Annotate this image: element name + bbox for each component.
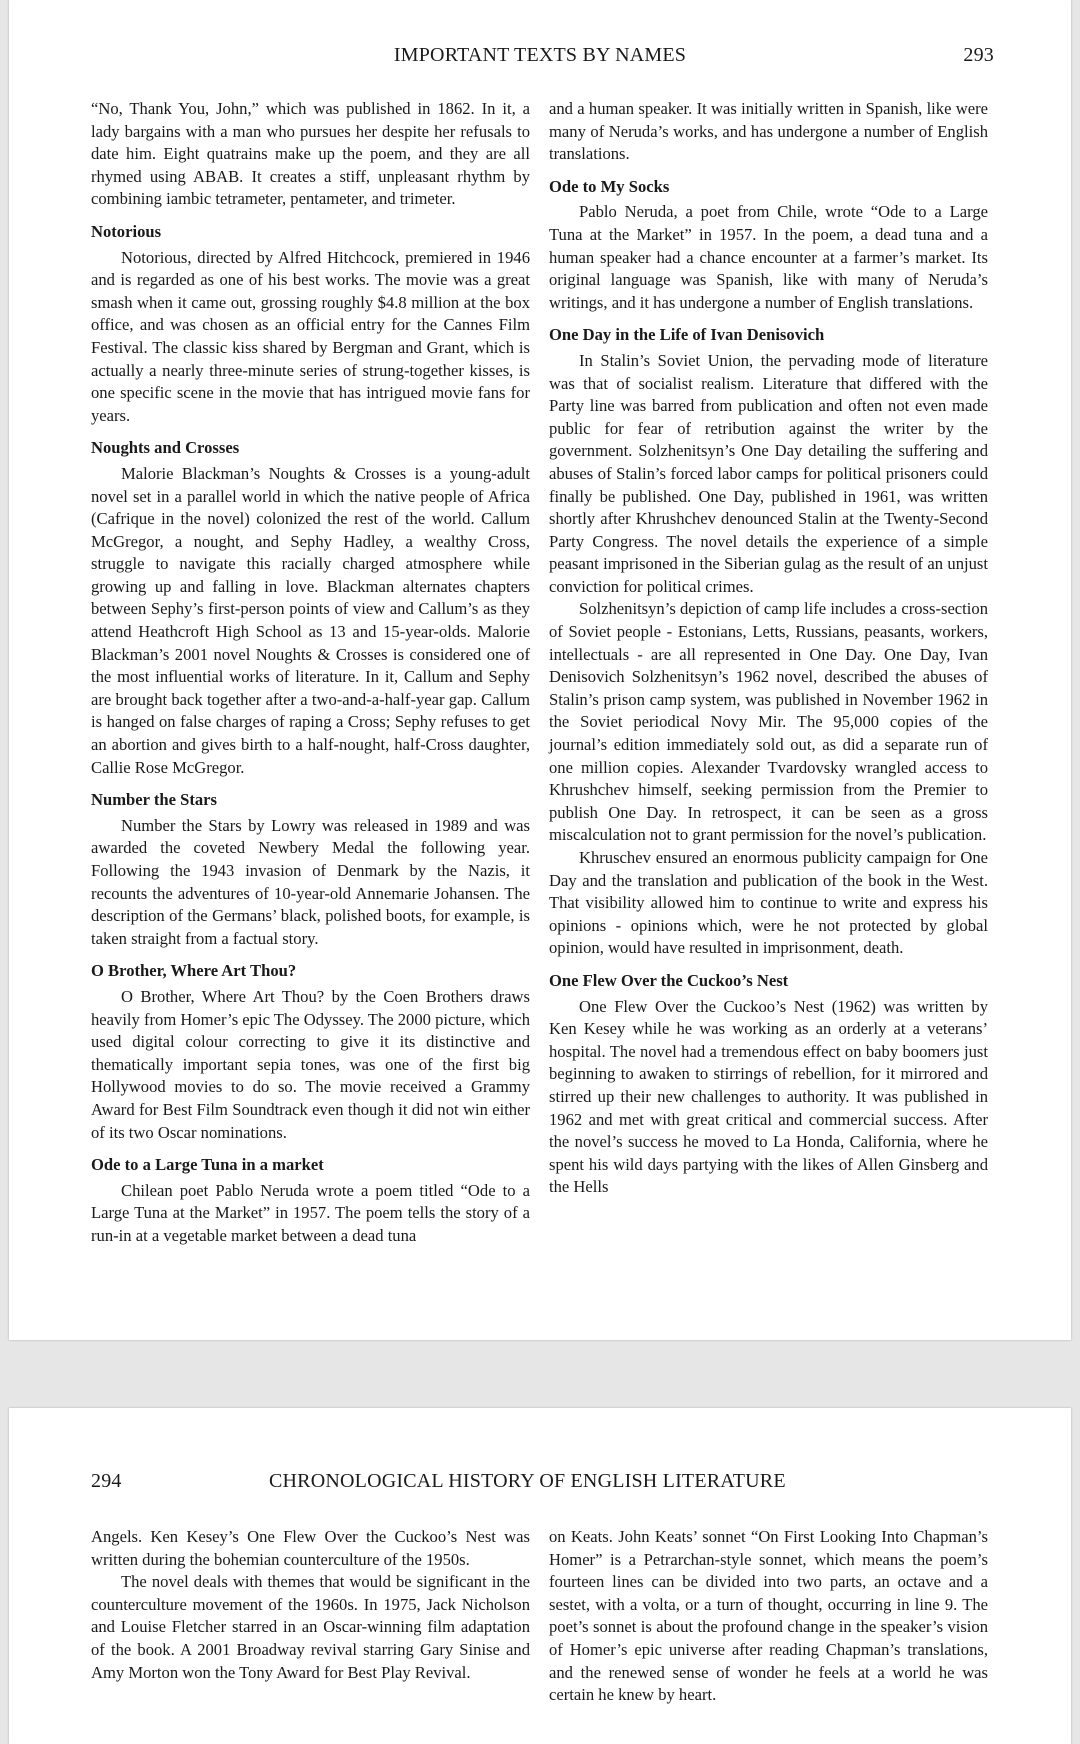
paragraph: Malorie Blackman’s Noughts & Crosses is a young-adult novel set in a parallel world in which the native people of Africa (Cafrique in the novel) colonized the rest of the world. Callum McGregor, a nought, and Sephy Hadley, a wealthy Cross, struggle to navigate this racially charged atmosphere while growing up and falling in love. Blackman alternates chapters between Sephy’s first-person points of view and Callum’s as they attend Heathcroft High School as 13 and 15-year-olds. Malorie Blackman’s 2001 novel Noughts & Crosses is considered one of the most influential works of literature. In it, Callum and Sephy are brought back together after a two-and-a-half-year gap. Callum is hanged on false charges of raping a Cross; Sephy refuses to get an abortion and gives birth to a half-nought, half-Cross daughter, Callie Rose McGregor.	[91, 463, 530, 777]
section-heading: Ode to My Socks	[549, 176, 670, 196]
paragraph: O Brother, Where Art Thou? by the Coen Brothers draws heavily from Homer’s epic The Odyssey. The 2000 picture, which used digital colour correcting to give it its distinctive and thematically important sepia tones, was one of the first big Hollywood movies to do so. The movie received a Grammy Award for Best Film Soundtrack even though it did not win either of its two Oscar nominations.	[91, 986, 531, 1142]
running-head: IMPORTANT TEXTS BY NAMES	[393, 44, 687, 66]
paragraph: The novel deals with themes that would be significant in the counterculture movement of the 1960s. In 1975, Jack Nicholson and Louise Fletcher starred in an Oscar-winning film adaptation of the book. A 2001 Broadway revival starring Gary Sinise and Amy Morton won the Tony Award for Best Play Revival.	[91, 1572, 530, 1682]
paragraph: on Keats. John Keats’ sonnet “On First Looking Into Chapman’s Homer” is a Petrarchan-style sonnet, which means the poem’s fourteen lines can be divided into two parts, an octave and a sestet, with a volta, or a turn of thought, occurring in line 9. The poet’s sonnet is about the profound change in the speaker’s vision of Homer’s epic universe after reading Chapman’s translations, and the renewed sense of wonder he feels at a world he was certain he knew by heart.	[549, 1527, 988, 1705]
page-number: 293	[963, 44, 994, 66]
section-heading: Notorious	[91, 221, 162, 241]
section-heading: O Brother, Where Art Thou?	[91, 961, 297, 981]
left-column	[91, 1526, 530, 1684]
paragraph: Khruschev ensured an enormous publicity campaign for One Day and the translation and publication of the book in the West. That visibility allowed him to continue to write and express his opinions - opinions which, were he not protected by global opinion, would have resulted in imprisonment, death.	[549, 848, 988, 958]
paragraph: “No, Thank You, John,” which was published in 1862. In it, a lady bargains with a man who pursues her despite her refusals to date him. Eight quatrains make up the poem, and they are all rhymed using ABAB. It creates a stiff, unpleasant rhythm by combining iambic tetrameter, pentameter, and trimeter.	[91, 99, 530, 209]
paragraph: In Stalin’s Soviet Union, the pervading mode of literature was that of socialist realism. Literature that differed with the Party line was barred from publication and often not even made public for fear of retribution against the writer by the government. Solzhenitsyn’s One Day detailing the suffering and abuses of Stalin’s forced labor camps for political prisoners could finally be published. One Day, published in 1961, was written shortly after Khrushchev denounced Stalin at the Twenty-Second Party Congress. The novel details the experience of a simple peasant imprisoned in the Siberian gulag as the result of an unjust conviction for political crimes.	[549, 350, 988, 596]
right-column	[549, 98, 988, 1199]
section-heading: One Flew Over the Cuckoo’s Nest	[549, 970, 789, 990]
paragraph: and a human speaker. It was initially written in Spanish, like were many of Neruda’s works, and has undergone a number of English translations.	[549, 99, 988, 164]
running-head: CHRONOLOGICAL HISTORY OF ENGLISH LITERATURE	[269, 1470, 786, 1492]
page-header	[9, 44, 1071, 70]
paragraph: Number the Stars by Lowry was released in 1989 and was awarded the coveted Newbery Medal the following year. Following the 1943 invasion of Denmark by the Nazis, it recounts the adventures of 10-year-old Annemarie Johansen. The description of the Germans’ black, polished boots, for example, is taken straight from a factual story.	[91, 815, 530, 948]
page-header	[9, 1470, 1071, 1496]
right-column	[549, 1526, 988, 1707]
section-heading: Ode to a Large Tuna in a market	[91, 1155, 324, 1175]
paragraph: Notorious, directed by Alfred Hitchcock, premiered in 1946 and is regarded as one of his best works. The movie was a great smash when it came out, grossing roughly $4.8 million at the box office, and was chosen as an official entry for the Cannes Film Festival. The classic kiss shared by Bergman and Grant, which is actually a nearly three-minute series of strung-together kisses, is one specific scene in the movie that has intrigued movie fans for years.	[91, 247, 530, 425]
left-column	[91, 98, 530, 1248]
section-heading: Noughts and Crosses	[91, 438, 240, 458]
section-heading: Number the Stars	[91, 790, 217, 810]
paragraph: Chilean poet Pablo Neruda wrote a poem titled “Ode to a Large Tuna at the Market” in 1957. The poem tells the story of a run-in at a vegetable market between a dead tuna	[91, 1180, 530, 1245]
paragraph: One Flew Over the Cuckoo’s Nest (1962) was written by Ken Kesey while he was working as an orderly at a veterans’ hospital. The novel had a tremendous effect on baby boomers just beginning to awaken to stirrings of rebellion, for it mirrored and stirred up their new challenges to authority. It was published in 1962 and met with great critical and commercial success. After the novel’s success he moved to La Honda, California, where he spent his wild days partying with the likes of Allen Ginsberg and the Hells	[549, 996, 988, 1197]
page-294	[9, 1408, 1071, 1744]
page-293	[9, 0, 1071, 1340]
page-number: 294	[91, 1470, 122, 1492]
section-heading: One Day in the Life of Ivan Denisovich	[549, 325, 825, 345]
paragraph: Angels. Ken Kesey’s One Flew Over the Cuckoo’s Nest was written during the bohemian counterculture of the 1950s.	[91, 1527, 530, 1569]
paragraph: Solzhenitsyn’s depiction of camp life includes a cross-section of Soviet people - Estonians, Letts, Russians, peasants, workers, intellectuals - are all represented in One Day. One Day, Ivan Denisovich Solzhenitsyn’s 1962 novel, described the abuses of Stalin’s prison camp system, was published in November 1962 in the Soviet periodical Novy Mir. The 95,000 copies of the journal’s edition immediately sold out, as did a separate run of one million copies. Alexander Tvardovsky wrangled access to Khrushchev himself, seeking permission from the Premier to publish One Day. In retrospect, it can be seen as a gross miscalculation not to grant permission for the novel’s publication.	[549, 599, 988, 845]
paragraph: Pablo Neruda, a poet from Chile, wrote “Ode to a Large Tuna at the Market” in 1957. In the poem, a dead tuna and a human speaker had a chance encounter at a farmer’s market. Its original language was Spanish, like with many of Neruda’s writings, and it has undergone a number of English translations.	[549, 202, 988, 312]
